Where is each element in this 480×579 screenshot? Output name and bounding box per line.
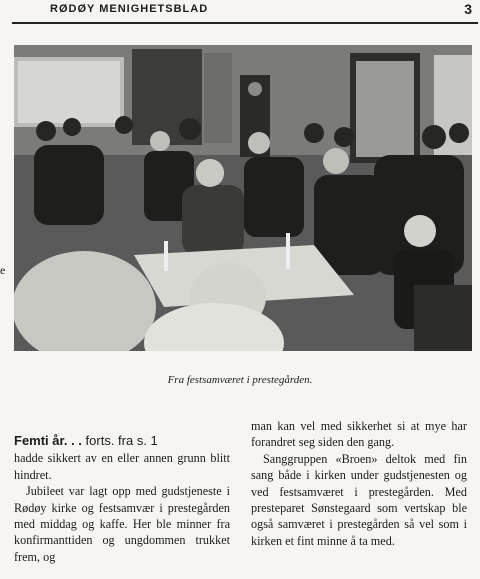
header-rule [12,22,478,24]
page-number: 3 [464,1,472,17]
group-photo [14,45,472,351]
photo-caption: Fra festsamværet i prestegården. [167,374,313,386]
paragraph: Sanggruppen «Broen» deltok med fin sang både i kirken under gudstjenesten og ved festsamværet i prestegården. Med presteparet Sønstegaard som vertskap ble også samværet i prestegården så vel som i kirken et fint minne å ta med. [251,451,467,548]
continued-from: forts. fra s. 1 [85,433,158,448]
edge-text: e [0,263,6,277]
page-header [0,0,480,22]
article-column-right [251,418,467,549]
paragraph: hadde sikkert av en eller annen grunn blitt hindret. [14,451,230,482]
article-column-left [14,433,230,565]
paragraph: man kan vel med sikkerhet si at mye har forandret seg siden den gang. [251,419,467,450]
article-heading [14,433,230,449]
masthead: RØDØY MENIGHETSBLAD [50,3,209,15]
photo-illustration [14,45,472,351]
paragraph: Jubileet var lagt opp med gudstjeneste i Rødøy kirke og festsamvær i prestegården med middag og kaffe. Her ble minner fra konfirmanttiden og ungdommen trukket frem, og [14,484,230,564]
article-kicker: Femti år. . . [14,433,82,448]
